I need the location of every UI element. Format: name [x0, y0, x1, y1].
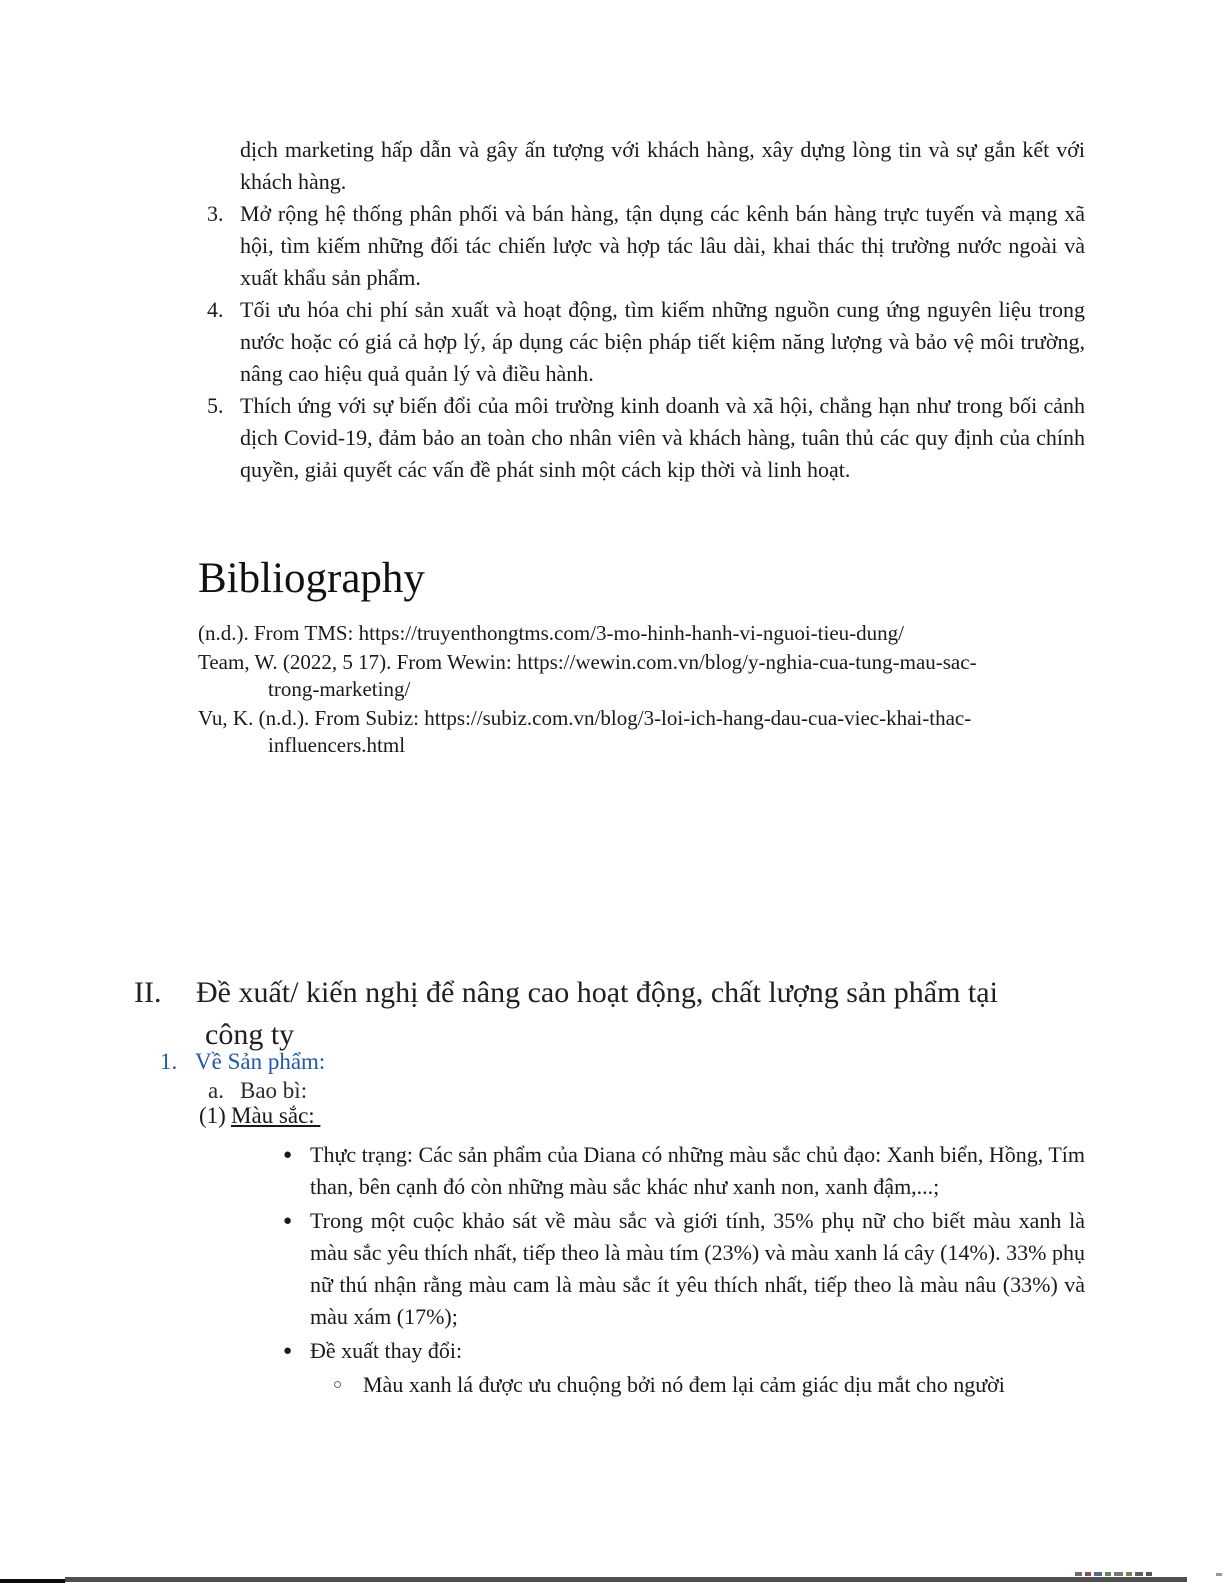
section-heading-line2: công ty — [205, 1018, 295, 1051]
bibliography-entry-line: (n.d.). From TMS: https://truyenthongtms.com/3-mo-hinh-hanh-vi-nguoi-tieu-dung/ — [198, 621, 904, 645]
subsection-1a-packaging — [208, 1077, 307, 1104]
bottom-bar-artifact — [1085, 1572, 1091, 1576]
bullet-item — [283, 1139, 1085, 1203]
page-bottom-bar-artifacts — [1075, 1572, 1152, 1576]
bottom-bar-artifact — [1126, 1572, 1132, 1576]
bullet-icon: ● — [283, 1213, 293, 1229]
sub-bullet-item — [333, 1369, 1085, 1401]
bottom-bar-artifact — [1075, 1572, 1082, 1576]
bottom-bar-right-mark — [1216, 1573, 1222, 1576]
section-title-text: Đề xuất/ kiến nghị để nâng cao hoạt động, chất lượng sản phẩm tại — [196, 976, 998, 1009]
subsection-1-products — [160, 1048, 325, 1075]
page-bottom-bar-left-segment — [0, 1579, 65, 1583]
bibliography-list — [198, 620, 1118, 761]
bibliography-entry-continuation: trong-marketing/ — [268, 677, 411, 701]
bottom-bar-artifact — [1105, 1572, 1111, 1576]
list-item — [207, 294, 1085, 390]
bottom-bar-artifact — [1094, 1572, 1102, 1576]
list-number: 4. — [207, 297, 224, 322]
list-item — [207, 198, 1085, 294]
page-bottom-bar — [65, 1577, 1187, 1582]
bottom-bar-artifact — [1146, 1572, 1152, 1576]
bullet-list — [283, 1139, 1085, 1401]
paragraph-text: dịch marketing hấp dẫn và gây ấn tượng với khách hàng, xây dựng lòng tin và sự gắn kết với khách hàng. — [240, 137, 1085, 194]
bullet-text: Thực trạng: Các sản phẩm của Diana có những màu sắc chủ đạo: Xanh biển, Hồng, Tím than, bên cạnh đó còn những màu sắc khác như xanh non, xanh đậm,...; — [310, 1142, 1085, 1199]
bottom-bar-artifact — [1135, 1572, 1143, 1576]
numbered-list — [207, 134, 1085, 486]
subsection-1a1-color — [199, 1102, 320, 1129]
list-number: 3. — [207, 201, 224, 226]
sub-bullet-icon: ○ — [333, 1377, 343, 1393]
section-heading — [134, 972, 998, 1056]
subsection-label: Bao bì: — [240, 1078, 308, 1103]
bullet-item — [283, 1205, 1085, 1333]
bibliography-title: Bibliography — [198, 555, 425, 602]
bibliography-entry — [198, 705, 1118, 759]
bibliography-entry — [198, 620, 1118, 647]
bibliography-entry — [198, 649, 1118, 703]
subsection-number: a. — [208, 1078, 224, 1103]
bullet-icon: ● — [283, 1147, 293, 1163]
bullet-text: Đề xuất thay đổi: — [310, 1338, 463, 1363]
bullet-text: Trong một cuộc khảo sát về màu sắc và giới tính, 35% phụ nữ cho biết màu xanh là màu sắc yêu thích nhất, tiếp theo là màu tím (23%) và màu xanh lá cây (14%). 33% phụ nữ thú nhận rằng màu cam là màu sắc ít yêu thích nhất, tiếp theo là màu nâu (33%) và màu xám (17%); — [310, 1208, 1085, 1329]
bibliography-entry-continuation: influencers.html — [268, 733, 406, 757]
list-item-continuation — [240, 134, 1085, 198]
section-number: II. — [134, 976, 162, 1009]
section-heading-line1 — [134, 972, 998, 1014]
list-item-text: Thích ứng với sự biến đổi của môi trường kinh doanh và xã hội, chẳng hạn như trong bối cảnh dịch Covid-19, đảm bảo an toàn cho nhân viên và khách hàng, tuân thủ các quy định của chính quyền, giải quyết các vấn đề phát sinh một cách kịp thời và linh hoạt. — [240, 393, 1085, 482]
sub-bullet-text: Màu xanh lá được ưu chuộng bởi nó đem lại cảm giác dịu mắt cho người — [363, 1372, 1005, 1397]
bullet-item — [283, 1335, 1085, 1367]
subsection-number: 1. — [160, 1049, 178, 1074]
bibliography-entry-line: Team, W. (2022, 5 17). From Wewin: https://wewin.com.vn/blog/y-nghia-cua-tung-mau-sac- — [198, 650, 977, 674]
list-item-text: Tối ưu hóa chi phí sản xuất và hoạt động, tìm kiếm những nguồn cung ứng nguyên liệu trong nước hoặc có giá cả hợp lý, áp dụng các biện pháp tiết kiệm năng lượng và bảo vệ môi trường, nâng cao hiệu quả quản lý và điều hành. — [240, 297, 1085, 386]
bottom-bar-artifact — [1114, 1572, 1123, 1576]
subsection-label: Về Sản phẩm: — [195, 1049, 326, 1074]
list-item — [207, 390, 1085, 486]
list-item-text: Mở rộng hệ thống phân phối và bán hàng, tận dụng các kênh bán hàng trực tuyến và mạng xã hội, tìm kiếm những đối tác chiến lược và hợp tác lâu dài, khai thác thị trường nước ngoài và xuất khẩu sản phẩm. — [240, 201, 1085, 290]
bibliography-entry-line: Vu, K. (n.d.). From Subiz: https://subiz.com.vn/blog/3-loi-ich-hang-dau-cua-viec-khai-thac- — [198, 706, 972, 730]
subsection-number: (1) — [199, 1103, 226, 1128]
list-number: 5. — [207, 393, 224, 418]
subsection-label: Màu sắc: — [231, 1103, 321, 1128]
bullet-icon: ● — [283, 1343, 293, 1359]
